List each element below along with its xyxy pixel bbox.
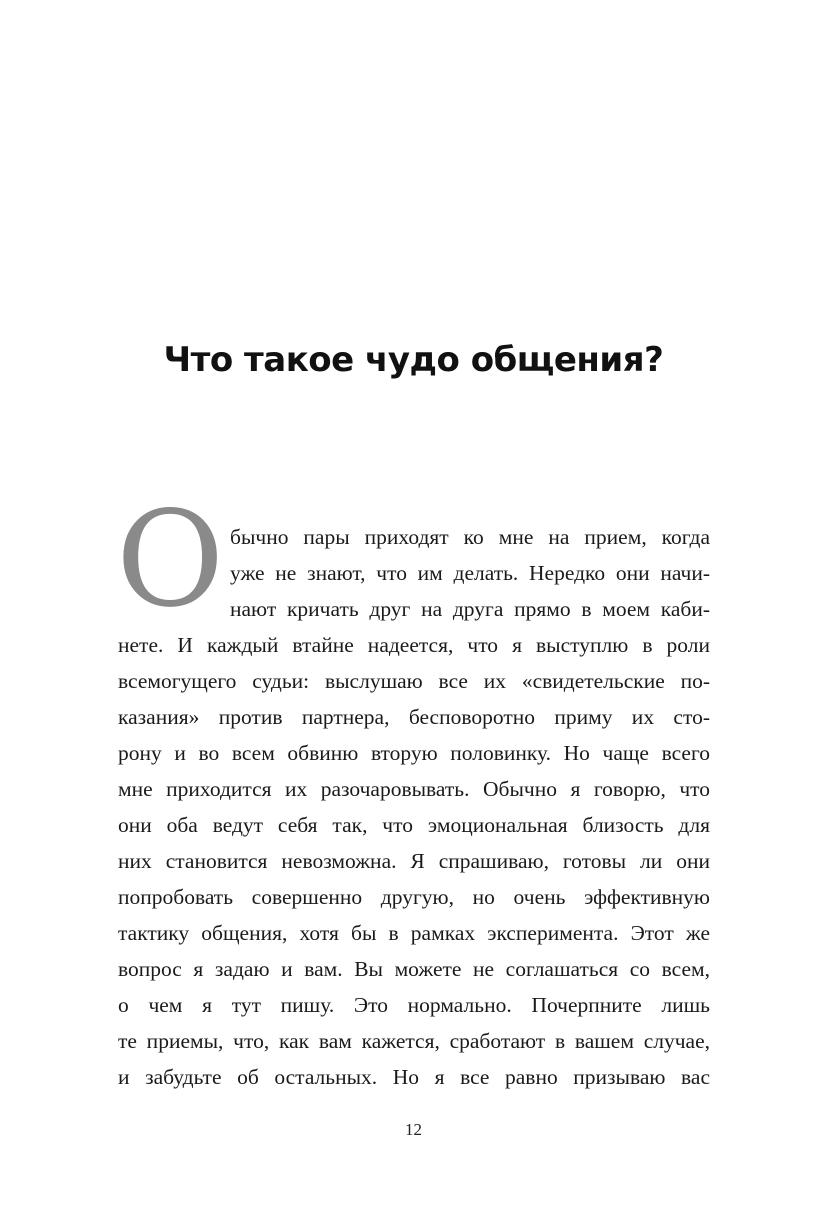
paragraph-line: всемогущего судьи: выслушаю все их «свидетельские по- [118, 669, 710, 693]
paragraph-line: и забудьте об остальных. Но я все равно призываю вас [118, 1065, 710, 1089]
paragraph-line: нают кричать друг на друга прямо в моем каби- [230, 597, 710, 621]
drop-cap-letter: О [116, 483, 225, 637]
paragraph-line: попробовать совершенно другую, но очень эффективную [118, 885, 710, 909]
page-number: 12 [405, 1120, 422, 1139]
paragraph-line: тактику общения, хотя бы в рамках эксперимента. Этот же [118, 921, 710, 945]
paragraph-line: нете. И каждый втайне надеется, что я выступлю в роли [118, 633, 710, 657]
paragraph-line: них становится невозможна. Я спрашиваю, готовы ли они [118, 849, 710, 873]
paragraph-line: мне приходится их разочаровывать. Обычно я говорю, что [118, 777, 710, 801]
paragraph-line: вопрос я задаю и вам. Вы можете не соглашаться со всем, [118, 957, 710, 981]
paragraph-line: уже не знают, что им делать. Нередко они начи- [230, 561, 710, 585]
chapter-title: Что такое чудо общения? [163, 340, 664, 380]
paragraph-line: те приемы, что, как вам кажется, сработают в вашем случае, [118, 1029, 710, 1053]
paragraph-line: о чем я тут пишу. Это нормально. Почерпните лишь [118, 993, 710, 1017]
paragraph-line: казания» против партнера, бесповоротно приму их сто- [118, 705, 710, 729]
paragraph-line: они оба ведут себя так, что эмоциональная близость для [118, 813, 710, 837]
paragraph-line: бычно пары приходят ко мне на прием, когда [230, 525, 710, 549]
paragraph-line: рону и во всем обвиню вторую половинку. Но чаще всего [118, 741, 710, 765]
